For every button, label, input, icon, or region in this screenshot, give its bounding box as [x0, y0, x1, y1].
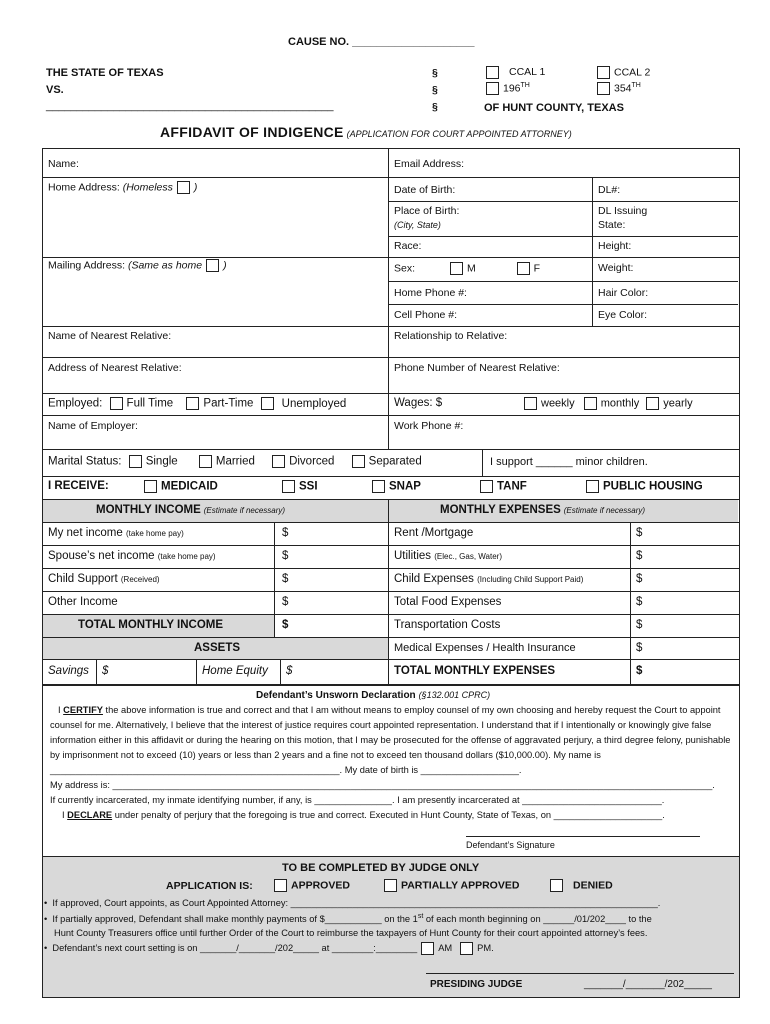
- medicaid-option[interactable]: [140, 480, 218, 493]
- th-suffix: TH: [631, 82, 641, 89]
- nearest-relative-label[interactable]: Name of Nearest Relative:: [48, 330, 172, 342]
- married-label: Married: [215, 455, 255, 468]
- marital-label: Marital Status:: [48, 455, 122, 468]
- form-title: [160, 124, 572, 140]
- cause-number[interactable]: CAUSE NO. ____________________: [288, 36, 475, 48]
- subtitle-text: (APPLICATION FOR COURT APPOINTED ATTORNEY): [346, 129, 572, 139]
- receive-label: I RECEIVE:: [48, 480, 109, 492]
- certify-word: CERTIFY: [63, 705, 103, 715]
- income-row-value[interactable]: $: [282, 573, 289, 585]
- judge-header: TO BE COMPLETED BY JUDGE ONLY: [282, 862, 480, 874]
- work-phone-label[interactable]: Work Phone #:: [394, 420, 464, 432]
- court196-option[interactable]: [482, 82, 530, 95]
- expense-row-value[interactable]: $: [636, 573, 643, 585]
- income-row-value[interactable]: $: [282, 550, 289, 562]
- male-checkbox[interactable]: [450, 262, 463, 275]
- single-checkbox[interactable]: [129, 455, 142, 468]
- ssi-label: SSI: [299, 480, 318, 493]
- yearly-label: yearly: [663, 397, 693, 410]
- expenses-header-text: MONTHLY EXPENSES: [440, 504, 561, 516]
- race-label[interactable]: Race:: [394, 240, 422, 252]
- total-expenses-label: TOTAL MONTHLY EXPENSES: [394, 665, 556, 677]
- part-time-label: Part-Time: [203, 397, 254, 410]
- income-row-value[interactable]: $: [282, 596, 289, 608]
- home-address-label: Home Address:: [48, 181, 120, 194]
- signature-line[interactable]: [466, 836, 700, 837]
- unemployed-checkbox[interactable]: [261, 397, 274, 410]
- same-as-home-label: (Same as home: [127, 259, 203, 272]
- mailing-address-field[interactable]: [48, 259, 227, 272]
- yearly-checkbox[interactable]: [646, 397, 659, 410]
- snap-option[interactable]: [368, 480, 421, 493]
- title-text: AFFIDAVIT OF INDIGENCE: [160, 124, 344, 140]
- email-label[interactable]: Email Address:: [394, 158, 465, 170]
- county-label: OF HUNT COUNTY, TEXAS: [484, 102, 624, 114]
- weight-label[interactable]: Weight:: [598, 262, 634, 274]
- pob-label[interactable]: Place of Birth:: [394, 205, 460, 217]
- signature-label: Defendant’s Signature: [466, 840, 555, 850]
- ssi-checkbox[interactable]: [282, 480, 295, 493]
- home-phone-label[interactable]: Home Phone #:: [394, 287, 467, 299]
- state-label: THE STATE OF TEXAS: [46, 67, 164, 79]
- medicaid-label: MEDICAID: [161, 480, 218, 493]
- expense-row-label: Child Expenses (Including Child Support Paid): [394, 573, 584, 585]
- wage-frequency[interactable]: [520, 397, 693, 410]
- eye-color-label[interactable]: Eye Color:: [598, 309, 648, 321]
- total-income-value[interactable]: $: [282, 619, 289, 631]
- income-row-label: My net income (take home pay): [48, 527, 184, 539]
- am-label: AM: [438, 942, 453, 953]
- hair-color-label[interactable]: Hair Color:: [598, 287, 649, 299]
- pob-hint: (City, State): [394, 220, 441, 230]
- income-header-note: (Estimate if necessary): [203, 506, 286, 515]
- income-row-label: Other Income: [48, 596, 118, 608]
- savings-label: Savings: [48, 665, 89, 677]
- expense-row-label: Utilities (Elec., Gas, Water): [394, 550, 502, 562]
- home-equity-value[interactable]: $: [286, 665, 293, 677]
- female-checkbox[interactable]: [517, 262, 530, 275]
- separated-checkbox[interactable]: [352, 455, 365, 468]
- total-expenses-value[interactable]: $: [636, 665, 643, 677]
- relative-phone-label[interactable]: Phone Number of Nearest Relative:: [394, 362, 560, 374]
- wages-label[interactable]: Wages: $: [394, 397, 443, 409]
- divorced-label: Divorced: [289, 455, 335, 468]
- vs-label: VS.: [46, 84, 64, 96]
- divorced-checkbox[interactable]: [272, 455, 285, 468]
- declare-line: under penalty of perjury that the foregoing is true and correct. Executed in Hunt County, State of Texas, on _____________________.: [112, 810, 665, 820]
- expense-row-value[interactable]: $: [636, 527, 643, 539]
- income-header: [96, 504, 285, 516]
- public-housing-option[interactable]: [582, 480, 703, 493]
- tanf-label: TANF: [497, 480, 527, 493]
- home-address-field[interactable]: [48, 181, 197, 194]
- payments-continued: Hunt County Treasurers office until further Order of the Court to reimburse the taxpayers of Hunt County for their court appointed attorney’s fees.: [54, 928, 648, 938]
- full-time-label: Full Time: [126, 397, 174, 410]
- paren: ): [223, 259, 227, 272]
- expense-row-value[interactable]: $: [636, 596, 643, 608]
- homeless-label: (Homeless: [122, 181, 173, 194]
- court196-checkbox[interactable]: [486, 82, 499, 95]
- ssi-option[interactable]: [278, 480, 318, 493]
- employed-label: Employed:: [48, 397, 103, 410]
- relative-address-label[interactable]: Address of Nearest Relative:: [48, 362, 182, 374]
- tanf-option[interactable]: [476, 480, 527, 493]
- same-as-home-checkbox[interactable]: [206, 259, 219, 272]
- dl-label[interactable]: DL#:: [598, 184, 621, 196]
- height-label[interactable]: Height:: [598, 240, 632, 252]
- minor-children-field[interactable]: I support ______ minor children.: [490, 456, 648, 468]
- partial-checkbox[interactable]: [384, 879, 397, 892]
- am-checkbox[interactable]: [421, 942, 434, 955]
- expense-row-label: Medical Expenses / Health Insurance: [394, 642, 576, 654]
- expense-row-label: Transportation Costs: [394, 619, 501, 631]
- full-time-checkbox[interactable]: [110, 397, 123, 410]
- paren: ): [193, 181, 198, 194]
- total-income-label: TOTAL MONTHLY INCOME: [78, 619, 224, 631]
- section-mark: §: [432, 84, 438, 96]
- married-checkbox[interactable]: [199, 455, 212, 468]
- female-label: F: [533, 262, 541, 275]
- separated-label: Separated: [368, 455, 422, 468]
- income-row-label: Child Support (Received): [48, 573, 160, 585]
- employment-status[interactable]: [48, 397, 346, 410]
- court354-checkbox[interactable]: [597, 82, 610, 95]
- unemployed-label: Unemployed: [281, 397, 347, 410]
- bullet-court-setting[interactable]: • Defendant’s next court setting is on _______/_______/202_____ at ________:________ AM PM.: [44, 942, 494, 955]
- ccal2-option[interactable]: [593, 66, 650, 79]
- expense-row-label: Rent /Mortgage: [394, 527, 474, 539]
- monthly-label: monthly: [600, 397, 640, 410]
- name-label[interactable]: Name:: [48, 158, 79, 170]
- ccal1-label: CCAL 1: [509, 66, 546, 79]
- expense-row-value[interactable]: $: [636, 619, 643, 631]
- pm-checkbox[interactable]: [460, 942, 473, 955]
- declaration-title: [256, 689, 490, 701]
- sex-field[interactable]: [394, 262, 540, 275]
- ccal2-label: CCAL 2: [614, 66, 651, 79]
- partial-option[interactable]: [380, 879, 519, 892]
- employer-label[interactable]: Name of Employer:: [48, 420, 138, 432]
- snap-label: SNAP: [389, 480, 421, 493]
- relationship-label[interactable]: Relationship to Relative:: [394, 330, 508, 342]
- judge-section: [42, 856, 740, 998]
- sex-label: Sex:: [394, 262, 416, 275]
- single-label: Single: [145, 455, 178, 468]
- denied-option[interactable]: [546, 879, 613, 892]
- part-time-checkbox[interactable]: [186, 397, 199, 410]
- public-housing-checkbox[interactable]: [586, 480, 599, 493]
- court196-label: 196: [503, 82, 521, 95]
- snap-checkbox[interactable]: [372, 480, 385, 493]
- expense-row-label: Total Food Expenses: [394, 596, 502, 608]
- section-mark: §: [432, 67, 438, 79]
- mailing-label: Mailing Address:: [48, 259, 126, 272]
- pm-label: PM.: [477, 942, 494, 953]
- incarceration-line[interactable]: If currently incarcerated, my inmate identifying number, if any, is _______________. I am presently incarcerated at ___________________________.: [50, 795, 665, 805]
- partial-label: PARTIALLY APPROVED: [401, 879, 520, 892]
- ccal2-checkbox[interactable]: [597, 66, 610, 79]
- declaration-body: I CERTIFY the above information is true and correct and that I am without means to employ counsel of my own choosing and hereby request the Court to appoint counsel for me. Alternatively, I believe that the interest of justice requires court appointed representation. I understand that if I intentionally or knowingly give false information either in this affidavit or during the hearing on this motion, that I may be prosecuted for the offense of aggravated perjury, a third degree felony, punishable by imprisonment not to exceed (10) years or less than 2 years and a fine not to exceed ten thousand dollars ($10,000.00). My name is ________________________________________________________. My date of birth is ___________________. My address is: ____________________________________________________________________________________________________________________. If currently incarcerated, my inmate identifying number, if any, is _______________. I am presently incarcerated at ___________________________. I DECLARE under penalty of perjury that the foregoing is true and correct. Executed in Hunt County, State of Texas, on _____________________.: [50, 703, 736, 823]
- income-row-label: Spouse’s net income (take home pay): [48, 550, 216, 562]
- court354-option[interactable]: [593, 82, 641, 95]
- presiding-judge-label: PRESIDING JUDGE: [430, 979, 523, 990]
- assets-header: ASSETS: [194, 642, 241, 654]
- expense-row-value[interactable]: $: [636, 550, 643, 562]
- bullet-payments[interactable]: • If partially approved, Defendant shall make monthly payments of $___________ on the 1st of each month beginning on ______/01/202____ to the: [44, 913, 652, 925]
- denied-label: DENIED: [573, 879, 613, 892]
- declaration-cite: (§132.001 CPRC): [418, 690, 491, 700]
- homeless-checkbox[interactable]: [177, 181, 190, 194]
- expenses-header-note: (Estimate if necessary): [563, 506, 646, 515]
- dl-state-label-2: State:: [598, 219, 626, 231]
- ccal1-checkbox[interactable]: [486, 66, 499, 79]
- marital-status[interactable]: [48, 455, 422, 468]
- judge-signature-line[interactable]: [426, 973, 734, 974]
- medicaid-checkbox[interactable]: [144, 480, 157, 493]
- address-line[interactable]: My address is: ____________________________________________________________________________________________________________________.: [50, 780, 715, 790]
- tanf-checkbox[interactable]: [480, 480, 493, 493]
- judge-date[interactable]: _______/_______/202_____: [584, 979, 712, 990]
- approved-checkbox[interactable]: [274, 879, 287, 892]
- approved-option[interactable]: [270, 879, 350, 892]
- public-housing-label: PUBLIC HOUSING: [603, 480, 703, 493]
- declaration-title-text: Defendant’s Unsworn Declaration: [256, 690, 416, 701]
- section-mark: §: [432, 101, 438, 113]
- home-equity-label: Home Equity: [202, 665, 268, 677]
- expense-row-value[interactable]: $: [636, 642, 643, 654]
- savings-value[interactable]: $: [102, 665, 109, 677]
- cell-phone-label[interactable]: Cell Phone #:: [394, 309, 458, 321]
- declare-word: DECLARE: [67, 810, 113, 820]
- declaration-paragraph: the above information is true and correct and that I am without means to employ counsel of my own choosing and hereby request the Court to appoint counsel for me. Alternatively, I believe that the interest of justice requires court appointed representation. I understand that if I intentionally or knowingly give false information either in this affidavit or during the hearing on this motion, that I may be prosecuted for the offense of aggravated perjury, a third degree felony, punishable by imprisonment not to exceed (10) years or less than 2 years and a fine not to exceed ten thousand dollars ($10,000.00). My name is ________________________________________________________. My date of birth is ___________________.: [50, 705, 731, 775]
- ccal1-option[interactable]: [482, 66, 545, 79]
- income-header-text: MONTHLY INCOME: [96, 504, 201, 516]
- th-suffix: TH: [520, 82, 530, 89]
- income-row-value[interactable]: $: [282, 527, 289, 539]
- monthly-checkbox[interactable]: [584, 397, 597, 410]
- weekly-checkbox[interactable]: [524, 397, 537, 410]
- application-label: APPLICATION IS:: [166, 880, 253, 892]
- dl-state-label-1[interactable]: DL Issuing: [598, 205, 648, 217]
- denied-checkbox[interactable]: [550, 879, 563, 892]
- weekly-label: weekly: [541, 397, 575, 410]
- court354-label: 354: [614, 82, 632, 95]
- approved-label: APPROVED: [291, 879, 350, 892]
- male-label: M: [466, 262, 476, 275]
- defendant-name-line[interactable]: _______________________________________________: [46, 100, 334, 112]
- bullet-appoint[interactable]: • If approved, Court appoints, as Court Appointed Attorney: _______________________________________________________________________.: [44, 898, 661, 908]
- expenses-header: [440, 504, 645, 516]
- dob-label[interactable]: Date of Birth:: [394, 184, 456, 196]
